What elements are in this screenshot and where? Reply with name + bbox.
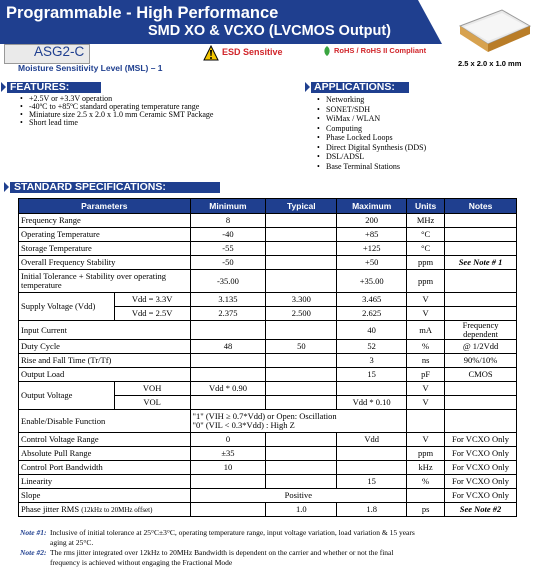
min-cell [190,368,266,382]
unit-cell: V [407,396,445,410]
title-line-2: SMD XO & VCXO (LVCMOS Output) [148,23,391,39]
typ-cell [266,228,337,242]
param-cell: Overall Frequency Stability [19,256,191,270]
min-cell [190,475,266,489]
min-cell: -40 [190,228,266,242]
typ-cell [266,433,337,447]
max-cell: 3 [337,354,407,368]
features-title: FEATURES: [10,81,70,93]
table-row [19,340,517,354]
min-cell: Vdd * 0.90 [190,382,266,396]
min-cell [190,354,266,368]
applications-list [317,95,426,171]
max-cell: +35.00 [337,270,407,293]
min-cell: -35.00 [190,270,266,293]
table-row [19,382,517,396]
max-cell: 3.465 [337,293,407,307]
note-cell: For VCXO Only [445,433,517,447]
package-image [454,4,534,58]
list-item: • Computing [317,124,426,134]
param-cell: Control Voltage Range [19,433,191,447]
note-cell [445,410,517,433]
typ-cell [266,256,337,270]
typ-cell [266,368,337,382]
list-item: • Phase Locked Loops [317,133,426,143]
esd-label: ESD Sensitive [222,47,283,57]
max-cell: 40 [337,321,407,340]
max-cell: Vdd * 0.10 [337,396,407,410]
param-cell: Supply Voltage (Vdd) [19,293,115,321]
msl-label: Moisture Sensitivity Level (MSL) – 1 [18,63,163,73]
applications-arrow-icon [305,82,310,92]
param-cell: Absolute Pull Range [19,447,191,461]
note-cell: For VCXO Only [445,461,517,475]
note-cell: For VCXO Only [445,447,517,461]
unit-cell [407,489,445,503]
unit-cell: °C [407,242,445,256]
table-row [19,270,517,293]
note-cell [445,307,517,321]
max-cell: +50 [337,256,407,270]
list-item: • +2.5V or +3.3V operation [20,95,213,103]
typ-cell [266,475,337,489]
table-row [19,433,517,447]
typ-cell [266,461,337,475]
header-units: Units [407,199,445,214]
list-item: • WiMax / WLAN [317,114,426,124]
typ-cell: 2.500 [266,307,337,321]
min-cell [190,396,266,410]
jitter-label: Phase jitter RMS [21,503,80,514]
header-minimum: Minimum [190,199,266,214]
max-cell: 1.8 [337,503,407,517]
table-row [19,293,517,307]
min-cell: ±35 [190,447,266,461]
sub-param-cell: VOL [114,396,190,410]
max-cell: 15 [337,368,407,382]
param-cell: Rise and Fall Time (Tr/Tf) [19,354,191,368]
typ-cell [266,242,337,256]
param-cell: Slope [19,489,191,503]
min-cell [190,503,266,517]
max-cell [337,447,407,461]
typ-cell: 1.0 [266,503,337,517]
esd-warning-icon [203,45,219,61]
max-cell: +85 [337,228,407,242]
note1-text-cont: aging at 25°C. [50,538,94,547]
title-line-1: Programmable - High Performance [6,4,279,22]
list-item: • Base Terminal Stations [317,162,426,172]
unit-cell: ps [407,503,445,517]
typ-cell [266,396,337,410]
min-cell: 10 [190,461,266,475]
max-cell: 2.625 [337,307,407,321]
table-row [19,475,517,489]
note-cell [445,270,517,293]
table-row [19,447,517,461]
table-row [19,242,517,256]
table-header-row [19,199,517,214]
sub-param-cell: VOH [114,382,190,396]
unit-cell: MHz [407,214,445,228]
note-cell: See Note # 1 [445,256,517,270]
enable-line: "1" (VIH ≥ 0.7*Vdd) or Open: Oscillation [192,411,337,421]
note2-text-cont: frequency is achieved without engaging the Fractional Mode [50,558,233,567]
note2-label: Note #2: [20,548,47,557]
rohs-label: RoHS / RoHS II Compliant [334,46,427,55]
note-cell: @ 1/2Vdd [445,340,517,354]
max-cell: 200 [337,214,407,228]
unit-cell: V [407,382,445,396]
table-row [19,354,517,368]
note2-text: The rms jitter integrated over 12kHz to 20MHz Bandwidth is dependent on the carrier and whether or not the final [50,548,394,557]
table-row [19,321,517,340]
list-item: • -40ºC to +85ºC standard operating temperature range [20,103,213,111]
min-cell: -55 [190,242,266,256]
param-cell: Linearity [19,475,191,489]
header-typical: Typical [266,199,337,214]
typ-cell [266,321,337,340]
min-cell: 0 [190,433,266,447]
footnotes [20,528,525,568]
table-row [19,489,517,503]
note-cell [445,214,517,228]
table-row [19,214,517,228]
param-cell: Duty Cycle [19,340,191,354]
list-item: • Networking [317,95,426,105]
param-cell: Operating Temperature [19,228,191,242]
sub-param-cell: Vdd = 3.3V [114,293,190,307]
unit-cell: ppm [407,270,445,293]
param-cell: Storage Temperature [19,242,191,256]
unit-cell: ppm [407,256,445,270]
note1-label: Note #1: [20,528,47,537]
list-item: • Short lead time [20,119,213,127]
param-cell: Frequency Range [19,214,191,228]
unit-cell: % [407,340,445,354]
max-cell: 15 [337,475,407,489]
min-cell: 2.375 [190,307,266,321]
table-row [19,461,517,475]
table-row [19,368,517,382]
min-cell: 8 [190,214,266,228]
typ-cell [266,447,337,461]
table-row [19,228,517,242]
typ-cell: 3.300 [266,293,337,307]
applications-title: APPLICATIONS: [314,81,395,93]
unit-cell: kHz [407,461,445,475]
unit-cell: ns [407,354,445,368]
param-cell: Input Current [19,321,191,340]
note-cell [445,382,517,396]
note-cell: For VCXO Only [445,475,517,489]
typ-cell [266,354,337,368]
param-cell: Output Voltage [19,382,115,410]
table-row [19,256,517,270]
param-cell [19,503,191,517]
header-band-corner [418,0,442,44]
note-cell: See Note #2 [445,503,517,517]
unit-cell [407,410,445,433]
min-cell: -50 [190,256,266,270]
max-cell [337,461,407,475]
unit-cell: V [407,307,445,321]
jitter-range: (12kHz to 20MHz offset) [81,505,153,514]
note-cell [445,396,517,410]
note1-text: Inclusive of initial tolerance at 25°C±3°C, operating temperature range, input voltage variation, load variation & 15 years [50,528,415,537]
note-cell: Frequency dependent [445,321,517,340]
rohs-leaf-icon [323,46,331,56]
part-number: ASG2-C [34,44,85,59]
spec-table [18,198,517,517]
unit-cell: % [407,475,445,489]
disable-line: "0" (VIL < 0.3*Vdd) : High Z [192,420,295,430]
param-cell: Initial Tolerance + Stability over operating temperature [19,270,191,293]
note-cell: 90%/10% [445,354,517,368]
header-notes: Notes [445,199,517,214]
features-arrow-icon [1,82,6,92]
table-row [19,503,517,517]
list-item: • SONET/SDH [317,105,426,115]
typ-cell [266,214,337,228]
unit-cell: °C [407,228,445,242]
note-cell [445,242,517,256]
unit-cell: pF [407,368,445,382]
typ-cell [266,270,337,293]
specs-arrow-icon [4,182,9,192]
max-cell: +125 [337,242,407,256]
param-cell: Control Port Bandwidth [19,461,191,475]
specs-title: STANDARD SPECIFICATIONS: [14,181,166,193]
list-item: • Miniature size 2.5 x 2.0 x 1.0 mm Ceramic SMT Package [20,111,213,119]
max-cell [337,382,407,396]
param-cell: Enable/Disable Function [19,410,191,433]
min-cell: 48 [190,340,266,354]
max-cell: Vdd [337,433,407,447]
min-cell: 3.135 [190,293,266,307]
note-cell: CMOS [445,368,517,382]
typ-cell: 50 [266,340,337,354]
typ-cell [266,382,337,396]
sub-param-cell: Vdd = 2.5V [114,307,190,321]
max-cell: 52 [337,340,407,354]
unit-cell: V [407,293,445,307]
unit-cell: V [407,433,445,447]
note-cell [445,228,517,242]
table-row [19,410,517,433]
enable-disable-cell [190,410,407,433]
features-list [20,95,213,127]
unit-cell: ppm [407,447,445,461]
unit-cell: mA [407,321,445,340]
list-item: • DSL/ADSL [317,152,426,162]
list-item: • Direct Digital Synthesis (DDS) [317,143,426,153]
typ-cell: Positive [190,489,407,503]
note-cell [445,293,517,307]
header-parameters: Parameters [19,199,191,214]
note-cell: For VCXO Only [445,489,517,503]
package-dimension: 2.5 x 2.0 x 1.0 mm [458,59,522,68]
min-cell [190,321,266,340]
param-cell: Output Load [19,368,191,382]
header-maximum: Maximum [337,199,407,214]
